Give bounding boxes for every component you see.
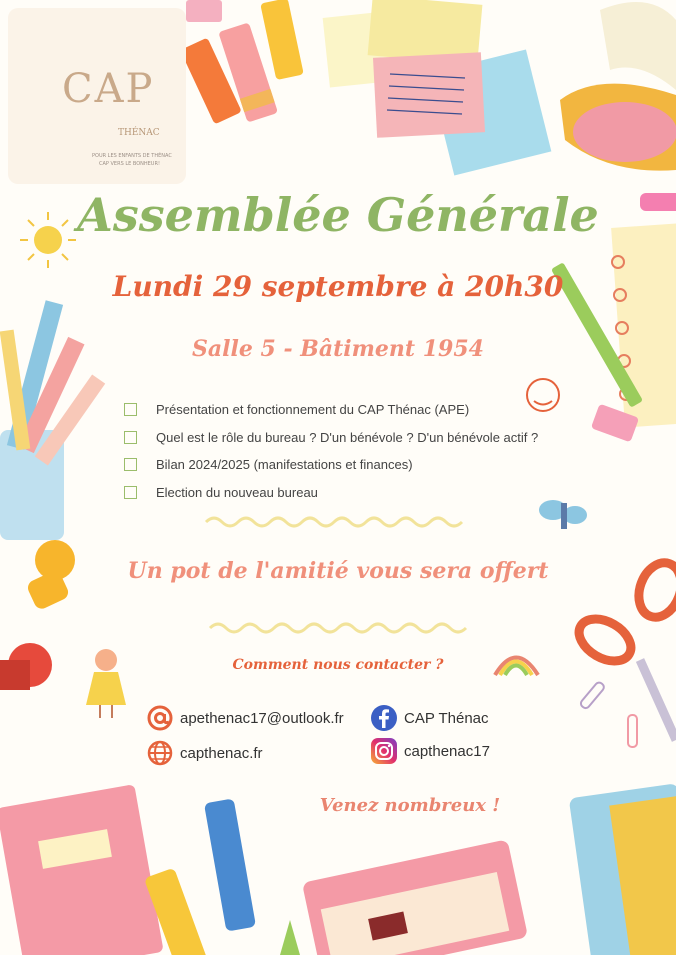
- checkbox-icon: [124, 403, 137, 416]
- checkbox-icon: [124, 431, 137, 444]
- contact-heading: Comment nous contacter ?: [232, 657, 444, 673]
- wavy-line: [206, 518, 462, 526]
- crayon-blue-icon: [204, 798, 256, 931]
- event-date: Lundi 29 septembre à 20h30: [112, 270, 564, 303]
- eraser-pink-icon: [186, 0, 222, 22]
- logo-tagline: POUR LES ENFANTS DE THÉNAC: [92, 153, 172, 159]
- website-link[interactable]: capthenac.fr: [180, 744, 263, 762]
- facebook-icon: [370, 704, 398, 732]
- agenda-item: [124, 424, 564, 452]
- agenda-item-label: Bilan 2024/2025 (manifestations et finances): [156, 457, 413, 473]
- closing-message: Venez nombreux !: [319, 795, 501, 816]
- checkbox-icon: [124, 486, 137, 499]
- paperclip-icon: [579, 681, 605, 710]
- email-link[interactable]: apethenac17@outlook.fr: [180, 709, 344, 727]
- instagram-icon: [370, 737, 398, 765]
- website-contact[interactable]: [146, 739, 263, 767]
- checkbox-icon: [124, 458, 137, 471]
- logo-tagline: CAP VERS LE BONHEUR!: [99, 161, 160, 167]
- agenda-list: [124, 396, 564, 506]
- globe-icon: [146, 739, 174, 767]
- at-icon: [146, 704, 174, 732]
- agenda-item: [124, 479, 564, 507]
- logo-city: THÉNAC: [118, 128, 160, 138]
- agenda-item: [124, 396, 564, 424]
- facebook-contact[interactable]: [370, 704, 489, 732]
- email-contact[interactable]: [146, 704, 344, 732]
- agenda-item-label: Présentation et fonctionnement du CAP Thénac (APE): [156, 402, 470, 418]
- sticky-note-icon: [373, 52, 485, 138]
- notepad-icon: [611, 222, 676, 427]
- wavy-line: [210, 624, 466, 632]
- binder-icon: [569, 783, 676, 955]
- agenda-item-label: Election du nouveau bureau: [156, 484, 318, 500]
- instagram-link[interactable]: capthenac17: [404, 742, 490, 760]
- paperclip-icon: [628, 715, 637, 747]
- crayon-yellow-icon: [260, 0, 304, 80]
- refreshment-note: Un pot de l'amitié vous sera offert: [127, 558, 549, 584]
- makeup-palette-icon: [302, 839, 528, 955]
- agenda-item: [124, 451, 564, 479]
- plant-icon: [280, 920, 300, 955]
- agenda-item-label: Quel est le rôle du bureau ? D'un bénévole ? D'un bénévole actif ?: [156, 429, 539, 445]
- instagram-contact[interactable]: [370, 737, 490, 765]
- event-location: Salle 5 - Bâtiment 1954: [192, 336, 484, 362]
- page-title: Assemblée Générale: [77, 188, 599, 242]
- facebook-link[interactable]: CAP Thénac: [404, 709, 489, 727]
- notebook-icon: [0, 784, 164, 955]
- tape-roll-icon: [560, 2, 676, 171]
- logo-name: CAP: [62, 66, 155, 112]
